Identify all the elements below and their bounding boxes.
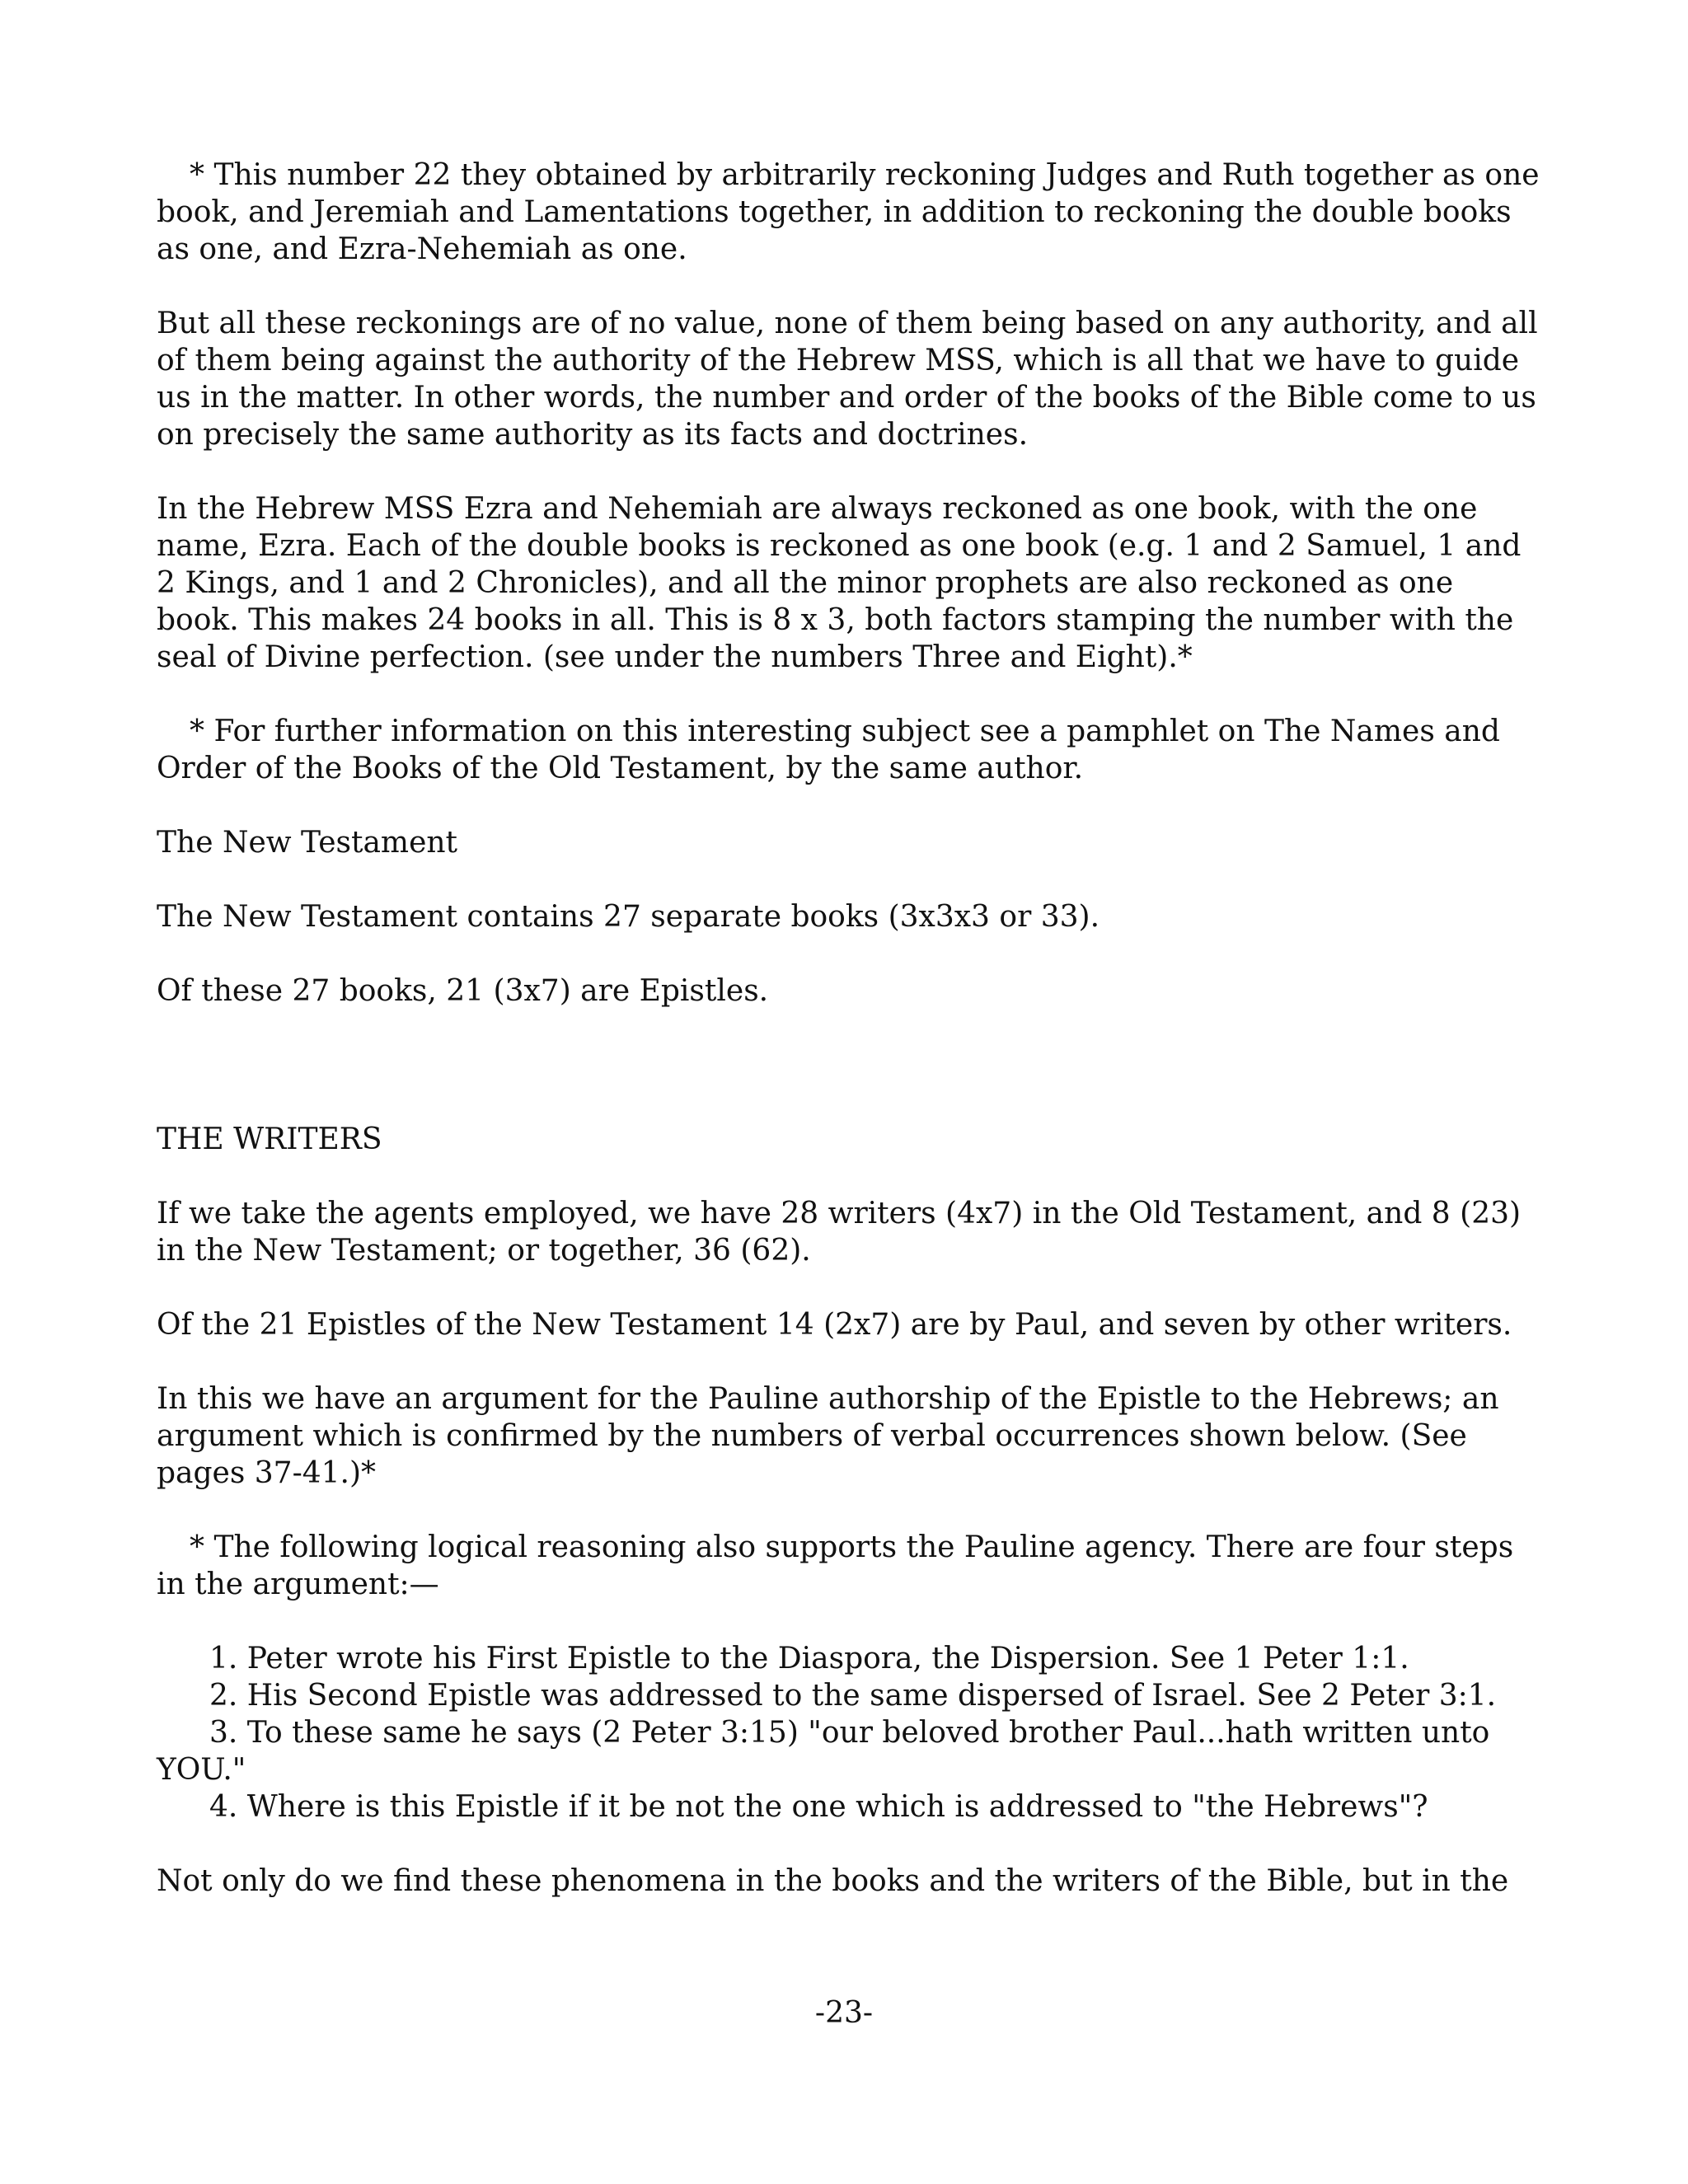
closing-paragraph: Not only do we find these phenomena in the books and the writers of the Bible, but in the [157,1864,1509,1898]
paragraph-agents: If we take the agents employed, we have 28 writers (4x7) in the Old Testament, and 8 (23) in the New Testament; or together, 36 (62). [157,1197,1522,1268]
section-spacer [157,1047,1541,1121]
footnote-number-22: * This number 22 they obtained by arbitrarily reckoning Judges and Ruth together as one book, and Jeremiah and Lamentations together, in addition to reckoning the double books as one, and Ezra-Nehemiah as one. [157,158,1540,266]
list-item: 4. Where is this Epistle if it be not the one which is addressed to "the Hebrews"? [209,1790,1428,1824]
page-number: -23- [814,1996,874,2030]
footnote-further-information: * For further information on this interesting subject see a pamphlet on The Names and Order of the Books of the Old Testament, by the same author. [157,715,1500,785]
footnote-logical-reasoning: * The following logical reasoning also supports the Pauline agency. There are four steps in the argument:— [157,1530,1514,1601]
paragraph-27-books: The New Testament contains 27 separate books (3x3x3 or 33). [157,900,1100,934]
paragraph-pauline-authorship: In this we have an argument for the Pauline authorship of the Epistle to the Hebrews; an argument which is confirmed by the numbers of verbal occurrences shown below. (See pages 37-41.)* [157,1382,1499,1490]
argument-steps-list [157,1640,1541,1825]
paragraph-reckonings: But all these reckonings are of no value, none of them being based on any authority, and all of them being against the authority of the Hebrew MSS, which is all that we have to guide us in the matter. In other words, the number and order of the books of the Bible come to us on precisely the same authority as its facts and doctrines. [157,307,1538,452]
section-heading-writers: THE WRITERS [157,1122,382,1156]
paragraph-hebrew-mss: In the Hebrew MSS Ezra and Nehemiah are always reckoned as one book, with the one name, Ezra. Each of the double books is reckoned as one book (e.g. 1 and 2 Samuel, 1 and 2 Kings, and 1 and 2 Chronicles), and all the minor prophets are also reckoned as one book. This makes 24 books in all. This is 8 x 3, both factors stamping the number with the seal of Divine perfection. (see under the numbers Three and Eight).* [157,492,1522,674]
paragraph-epistles: Of these 27 books, 21 (3x7) are Epistles. [157,974,769,1008]
list-item: 1. Peter wrote his First Epistle to the Diaspora, the Dispersion. See 1 Peter 1:1. [209,1642,1409,1675]
subheading-new-testament: The New Testament [157,826,458,860]
list-item: 2. His Second Epistle was addressed to the same dispersed of Israel. See 2 Peter 3:1. [209,1679,1497,1713]
page-body [157,157,1541,1937]
paragraph-21-epistles: Of the 21 Epistles of the New Testament 14 (2x7) are by Paul, and seven by other writers. [157,1308,1512,1342]
list-item: 3. To these same he says (2 Peter 3:15) "our beloved brother Paul...hath written unto YOU." [157,1716,1490,1787]
